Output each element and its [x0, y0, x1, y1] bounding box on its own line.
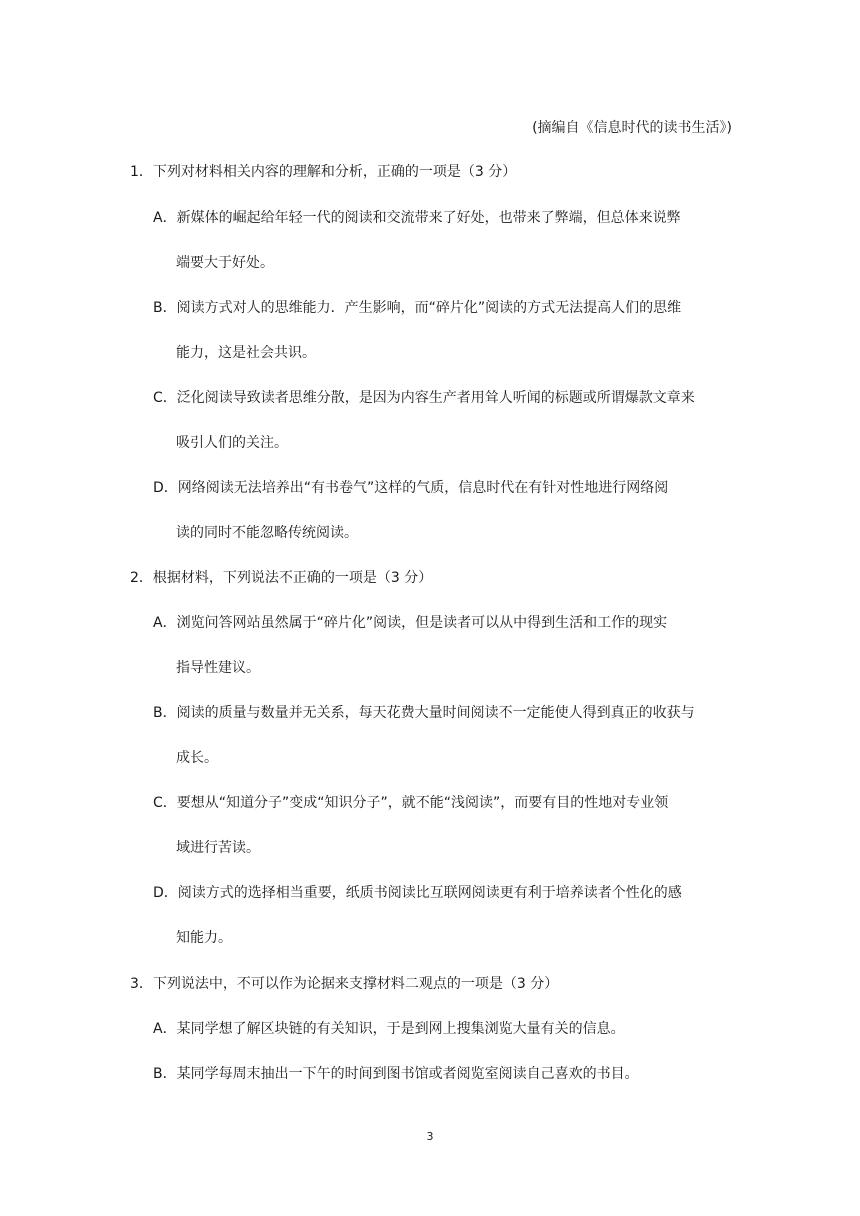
question-2-option-c-line-2: 域进行苦读。	[176, 840, 260, 856]
question-1-option-a-line-2: 端要大于好处。	[176, 255, 274, 271]
question-3-option-b-line-1: B．某同学每周末抽出一下午的时间到图书馆或者阅览室阅读自己喜欢的书目。	[153, 1066, 639, 1082]
question-1-option-d-line-1: D．网络阅读无法培养出“有书卷气”这样的气质，信息时代在有针对性地进行网络阅	[153, 480, 669, 496]
question-2-option-a-line-2: 指导性建议。	[176, 660, 260, 676]
question-1-option-c-line-1: C．泛化阅读导致读者思维分散，是因为内容生产者用耸人听闻的标题或所谓爆款文章来	[153, 390, 695, 406]
question-1-option-a-line-1: A．新媒体的崛起给年轻一代的阅读和交流带来了好处，也带来了弊端，但总体来说弊	[153, 210, 681, 226]
question-2-stem: 2．根据材料，下列说法不正确的一项是（3 分）	[130, 570, 433, 586]
question-2-option-b-line-2: 成长。	[176, 750, 218, 766]
question-2-option-b-line-1: B．阅读的质量与数量并无关系，每天花费大量时间阅读不一定能使人得到真正的收获与	[153, 705, 695, 721]
question-3-option-a-line-1: A．某同学想了解区块链的有关知识，于是到网上搜集浏览大量有关的信息。	[153, 1021, 625, 1037]
question-2-option-d-line-2: 知能力。	[176, 930, 232, 946]
question-1-option-d-line-2: 读的同时不能忽略传统阅读。	[176, 525, 358, 541]
page-number: 3	[426, 1130, 434, 1143]
question-2-option-a-line-1: A．浏览问答网站虽然属于“碎片化”阅读，但是读者可以从中得到生活和工作的现实	[153, 615, 668, 631]
question-1-option-b-line-1: B．阅读方式对人的思维能力．产生影响，而“碎片化”阅读的方式无法提高人们的思维	[153, 300, 682, 316]
question-2-option-c-line-1: C．要想从“知道分子”变成“知识分子”，就不能“浅阅读”，而要有目的性地对专业领	[153, 795, 669, 811]
question-1-option-c-line-2: 吸引人们的关注。	[176, 435, 288, 451]
question-2-option-d-line-1: D．阅读方式的选择相当重要，纸质书阅读比互联网阅读更有利于培养读者个性化的感	[153, 885, 682, 901]
source-citation: (摘编自《信息时代的读书生活》)	[532, 120, 732, 136]
question-3-stem: 3．下列说法中，不可以作为论据来支撑材料二观点的一项是（3 分）	[130, 976, 559, 992]
question-1-option-b-line-2: 能力，这是社会共识。	[176, 345, 316, 361]
question-1-stem: 1．下列对材料相关内容的理解和分析，正确的一项是（3 分）	[130, 164, 517, 180]
